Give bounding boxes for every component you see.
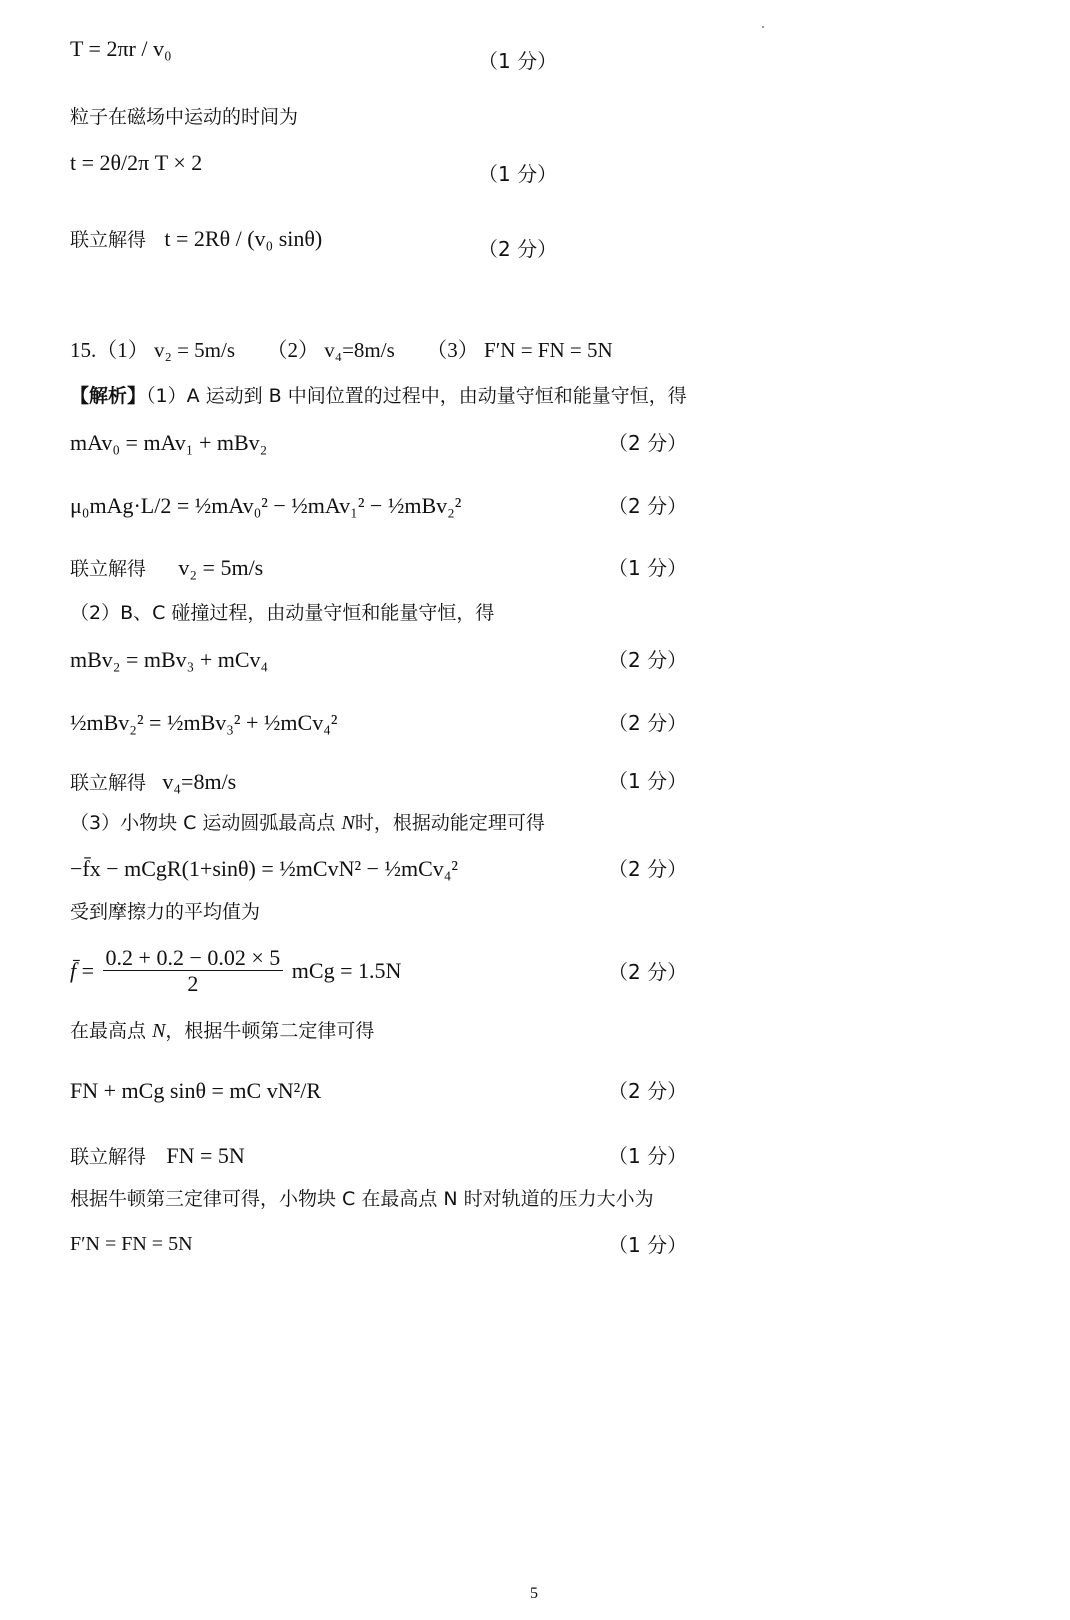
result-1-label: 联立解得 xyxy=(70,558,147,580)
score-time: （1 分） xyxy=(478,162,558,186)
time-result-label: 联立解得 xyxy=(70,229,147,251)
score-result-2: （1 分） xyxy=(608,769,688,793)
result-1-value: v₂ = 5m/s xyxy=(178,555,264,580)
page-number: 5 xyxy=(530,1585,538,1602)
part3-intro xyxy=(70,813,545,833)
time-result xyxy=(70,228,322,250)
result-3 xyxy=(70,1145,245,1167)
momentum-eq-1: mAv₀ = mAv₁ + mBv₂ xyxy=(70,430,268,455)
score-newton2: （2 分） xyxy=(608,1079,688,1103)
time-result-eq: t = 2Rθ / (v₀ sinθ) xyxy=(164,226,323,251)
part3-intro-b: 时，根据动能定理可得 xyxy=(354,812,545,834)
score-energy-1: （2 分） xyxy=(608,494,688,518)
energy-eq-1: μ₀mAg·L/2 = ½mAv₀² − ½mAv₁² − ½mBv₂² xyxy=(70,493,462,518)
score-result-3: （1 分） xyxy=(608,1144,688,1168)
score-friction: （2 分） xyxy=(608,960,688,984)
score-final: （1 分） xyxy=(608,1233,688,1257)
result-1 xyxy=(70,557,263,579)
score-momentum-2: （2 分） xyxy=(608,648,688,672)
score-period: （1 分） xyxy=(478,49,558,73)
momentum-eq-2: mBv₂ = mBv₃ + mCv₄ xyxy=(70,647,269,672)
part2-intro: （2）B、C 碰撞过程，由动量守恒和能量守恒，得 xyxy=(70,602,495,624)
newton2-point: N xyxy=(152,1020,166,1042)
result-3-label: 联立解得 xyxy=(70,1146,147,1168)
period-eq-text: T = 2πr / v₀ xyxy=(70,36,172,61)
friction-tail: mCg = 1.5N xyxy=(291,957,402,983)
result-2 xyxy=(70,771,236,793)
analysis-line xyxy=(70,387,687,406)
result-2-label: 联立解得 xyxy=(70,772,147,794)
analysis-intro: （1）A 运动到 B 中间位置的过程中，由动量守恒和能量守恒，得 xyxy=(146,385,687,407)
score-work-energy: （2 分） xyxy=(608,857,688,881)
time-intro: 粒子在磁场中运动的时间为 xyxy=(70,106,299,128)
result-3-value: FN = 5N xyxy=(166,1143,245,1168)
analysis-tag: 【解析】 xyxy=(70,385,147,407)
score-momentum-1: （2 分） xyxy=(608,431,688,455)
work-energy-eq: −f̄x − mCgR(1+sinθ) = ½mCvN² − ½mCv₄² xyxy=(70,856,459,881)
energy-eq-2: ½mBv₂² = ½mBv₃² + ½mCv₄² xyxy=(70,710,338,735)
friction-eq xyxy=(70,945,401,997)
part3-point: N xyxy=(341,812,355,834)
friction-intro: 受到摩擦力的平均值为 xyxy=(70,901,261,923)
score-energy-2: （2 分） xyxy=(608,711,688,735)
friction-denominator: 2 xyxy=(187,971,199,997)
time-eq-text: t = 2θ/2π T × 2 xyxy=(70,150,203,175)
newton2-eq: FN + mCg sinθ = mC vN²/R xyxy=(70,1078,321,1103)
newton2-intro-a: 在最高点 xyxy=(70,1020,147,1042)
final-eq: F′N = FN = 5N xyxy=(70,1233,193,1255)
part3-intro-a: （3）小物块 C 运动圆弧最高点 xyxy=(70,812,336,834)
scan-dot xyxy=(762,26,764,28)
friction-fraction xyxy=(103,945,284,997)
friction-symbol: f̄ = xyxy=(70,957,95,983)
score-result-1: （1 分） xyxy=(608,556,688,580)
q15-header: 15.（1） v₂ = 5m/s （2） v₄=8m/s （3） F′N = FN = 5N xyxy=(70,338,613,362)
newton2-intro xyxy=(70,1021,374,1041)
period-equation xyxy=(70,38,172,60)
score-time-result: （2 分） xyxy=(478,237,558,261)
newton3-intro: 根据牛顿第三定律可得，小物块 C 在最高点 N 时对轨道的压力大小为 xyxy=(70,1188,654,1210)
newton2-intro-b: ，根据牛顿第二定律可得 xyxy=(165,1020,375,1042)
friction-numerator: 0.2 + 0.2 − 0.02 × 5 xyxy=(103,945,284,971)
time-equation xyxy=(70,152,202,174)
result-2-value: v₄=8m/s xyxy=(162,769,237,794)
